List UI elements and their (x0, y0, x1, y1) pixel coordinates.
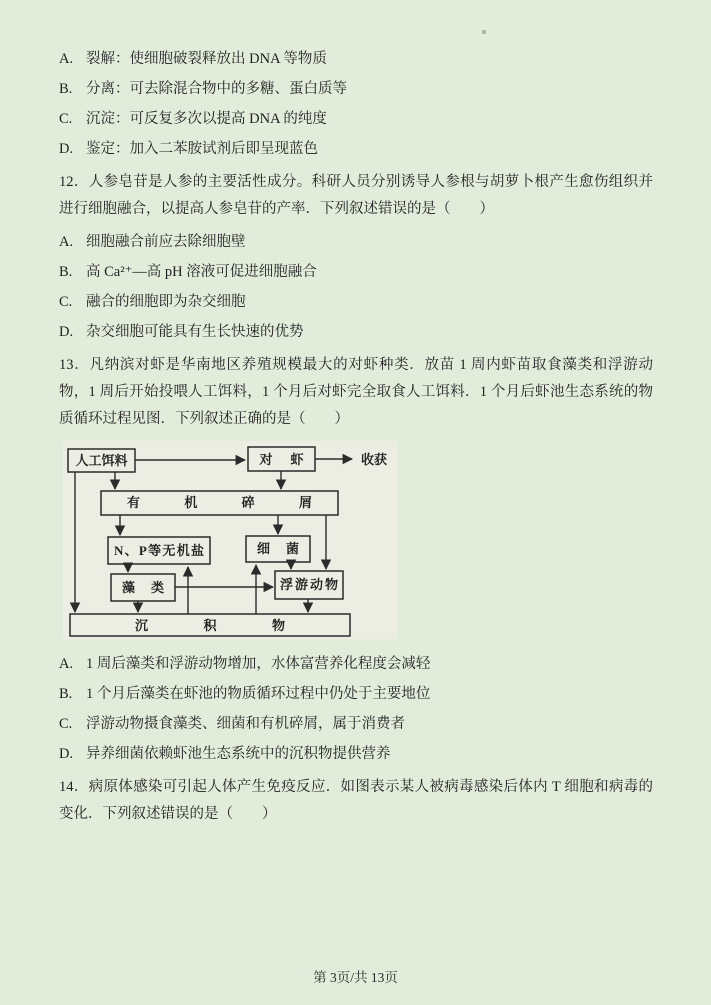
algae-label: 藻类 (122, 580, 164, 595)
option-label: C. (59, 716, 73, 732)
bacteria-label: 细菌 (257, 541, 299, 556)
q11-option-c (59, 104, 653, 134)
option-text: 杂交细胞可能具有生长快速的优势 (86, 324, 304, 340)
harvest-label: 收获 (360, 452, 388, 467)
q13-option-c (59, 709, 653, 739)
option-text: 细胞融合前应去除细胞壁 (86, 234, 246, 250)
bacteria-box (246, 536, 310, 562)
option-text: 1 周后藻类和浮游动物增加，水体富营养化程度会减轻 (86, 656, 431, 672)
q12-option-c (59, 287, 653, 317)
option-text: 浮游动物摄食藻类、细菌和有机碎屑，属于消费者 (86, 716, 405, 732)
node-algae (111, 574, 175, 601)
q13-option-d (59, 739, 653, 769)
page-content (59, 44, 653, 832)
bait-label: 人工饵料 (75, 453, 128, 468)
option-text: 1 个月后藻类在虾池的物质循环过程中仍处于主要地位 (86, 686, 431, 702)
node-bacteria (246, 536, 310, 562)
salts-label: N、P等无机盐 (114, 543, 204, 558)
node-inorganic-salts (108, 537, 210, 564)
q11-option-b (59, 74, 653, 104)
q13-option-b (59, 679, 653, 709)
option-text: 裂解：使细胞破裂释放出 DNA 等物质 (86, 51, 327, 67)
q13-option-a (59, 649, 653, 679)
q12-option-b (59, 257, 653, 287)
option-label: A. (59, 234, 74, 250)
option-text: 高 Ca²⁺—高 pH 溶液可促进细胞融合 (86, 264, 317, 280)
option-label: D. (59, 746, 74, 762)
option-label: B. (59, 81, 73, 97)
option-label: B. (59, 686, 73, 702)
node-artificial-bait (68, 449, 135, 472)
option-text: 融合的细胞即为杂交细胞 (86, 294, 246, 310)
option-label: C. (59, 111, 73, 127)
page-number: 第 3页/共 13页 (313, 970, 398, 985)
option-label: A. (59, 656, 74, 672)
sediment-label: 沉积物 (135, 618, 285, 633)
shrimp-label: 对虾 (259, 452, 304, 467)
q13-stem: 13．凡纳滨对虾是华南地区养殖规模最大的对虾种类．放苗 1 周内虾苗取食藻类和浮游动物，1 周后开始投喂人工饵料，1 个月后对虾完全取食人工饵料．1 个月后虾池生态系统的物质循环过程见图．下列叙述正确的是（ ） (59, 357, 653, 427)
q12-option-a (59, 227, 653, 257)
option-label: A. (59, 51, 74, 67)
option-text: 异养细菌依赖虾池生态系统中的沉积物提供营养 (86, 746, 391, 762)
scan-speck (482, 30, 486, 34)
node-shrimp (248, 447, 315, 471)
option-label: D. (59, 324, 74, 340)
shrimp-box (248, 447, 315, 471)
node-organic-debris (101, 491, 338, 515)
ecosystem-flowchart (63, 441, 397, 639)
option-text: 分离：可去除混合物中的多糖、蛋白质等 (86, 81, 347, 97)
option-label: B. (59, 264, 73, 280)
q12-stem: 12．人参皂苷是人参的主要活性成分。科研人员分别诱导人参根与胡萝卜根产生愈伤组织并进行细胞融合，以提高人参皂苷的产率．下列叙述错误的是（ ） (59, 174, 653, 217)
q11-option-d (59, 134, 653, 164)
q13-ecosystem-figure (63, 441, 397, 639)
debris-label: 有机碎屑 (127, 495, 312, 510)
option-text: 鉴定：加入二苯胺试剂后即呈现蓝色 (86, 141, 318, 157)
zooplankton-label: 浮游动物 (280, 577, 338, 592)
q14-stem: 14．病原体感染可引起人体产生免疫反应．如图表示某人被病毒感染后体内 T 细胞和病毒的变化．下列叙述错误的是（ ） (59, 779, 653, 822)
q11-option-a (59, 44, 653, 74)
option-text: 沉淀：可反复多次以提高 DNA 的纯度 (86, 111, 327, 127)
node-zooplankton (275, 571, 343, 599)
algae-box (111, 574, 175, 601)
option-label: D. (59, 141, 74, 157)
q12-option-d (59, 317, 653, 347)
node-sediment (70, 614, 350, 636)
option-label: C. (59, 294, 73, 310)
